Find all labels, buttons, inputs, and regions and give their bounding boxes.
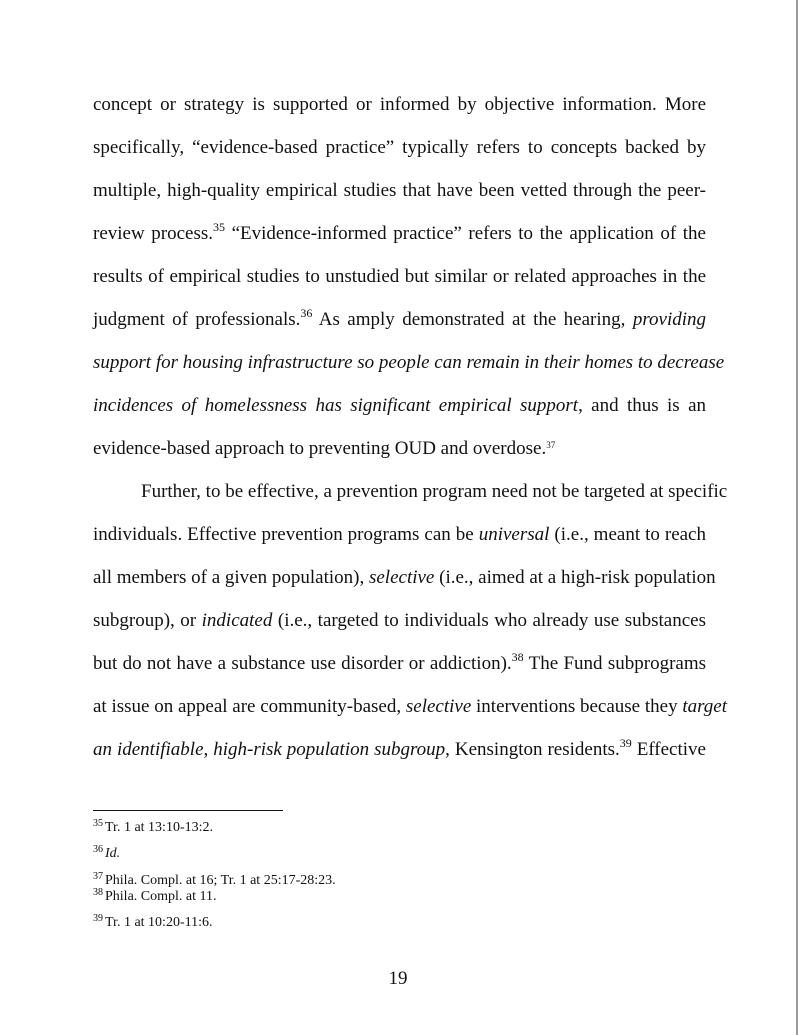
body-text: As amply demonstrated at the hearing,: [312, 309, 633, 330]
body-text: Effective: [631, 739, 706, 760]
body-line: [93, 524, 706, 546]
footnote-text: Tr. 1 at 10:20-11:6.: [105, 915, 213, 930]
body-text: interventions because they: [471, 696, 683, 717]
footnote: [93, 889, 216, 906]
italic-emphasis: target: [682, 696, 728, 717]
footnote-number: 35: [93, 818, 103, 829]
body-text: The Fund subprograms: [523, 653, 707, 674]
body-line: [93, 567, 716, 589]
body-text: subgroup), or: [93, 610, 202, 631]
italic-emphasis: incidences of homelessness has significant empirical support: [93, 395, 579, 416]
footnote-number: 38: [93, 887, 103, 898]
body-text: results of empirical studies to unstudied but similar or related approaches in the: [93, 266, 706, 287]
footnote-number: 36: [93, 844, 103, 855]
footnote-divider: [93, 810, 283, 811]
body-text: (i.e., meant to reach: [549, 524, 706, 545]
body-line: [93, 696, 728, 718]
body-text: Further, to be effective, a prevention program need not be targeted at specific: [141, 481, 728, 502]
italic-emphasis: selective: [405, 696, 472, 717]
body-text: but do not have a substance use disorder or addiction).: [93, 653, 512, 674]
footnote-text: Id.: [105, 846, 121, 861]
body-line: [93, 395, 706, 417]
footnote: [93, 915, 212, 932]
body-text: judgment of professionals.: [93, 309, 301, 330]
body-line: [93, 266, 706, 288]
body-text: “Evidence-informed practice” refers to the application of the: [225, 223, 706, 244]
body-line: [93, 438, 706, 462]
body-line: [93, 180, 706, 202]
body-text: (i.e., aimed at a high-risk population: [434, 567, 716, 588]
footnote-ref[interactable]: 35: [213, 220, 226, 234]
italic-emphasis: indicated: [201, 610, 273, 631]
body-text: at issue on appeal are community-based,: [93, 696, 406, 717]
body-text: evidence-based approach to preventing OUD and overdose.: [93, 438, 547, 459]
italic-emphasis: an identifiable, high-risk population subgroup: [93, 739, 446, 760]
footnote: [93, 820, 213, 837]
body-text: multiple, high-quality empirical studies that have been vetted through the peer-: [93, 180, 706, 201]
italic-emphasis: support for housing infrastructure so people can remain in their homes to decrease: [93, 352, 725, 373]
footnote-ref[interactable]: 36: [300, 306, 313, 320]
footnote-text: Phila. Compl. at 16; Tr. 1 at 25:17-28:23.: [105, 873, 336, 888]
body-text: , Kensington residents.: [445, 739, 620, 760]
body-text: , and thus is an: [578, 395, 706, 416]
footnote-number: 39: [93, 913, 103, 924]
italic-emphasis: selective: [368, 567, 435, 588]
italic-emphasis: providing: [632, 309, 707, 330]
body-text: concept or strategy is supported or informed by objective information. More: [93, 94, 706, 115]
page-number: 19: [388, 968, 408, 989]
body-line: [141, 481, 728, 503]
body-line: [93, 352, 725, 374]
body-text: individuals. Effective prevention programs can be: [93, 524, 479, 545]
body-text: all members of a given population),: [93, 567, 369, 588]
body-text: (i.e., targeted to individuals who already use substances: [272, 610, 706, 631]
footnote: [93, 873, 336, 890]
body-line: [93, 610, 706, 632]
footnote-ref[interactable]: 38: [511, 650, 524, 664]
body-line: [93, 220, 706, 246]
body-text: review process.: [93, 223, 214, 244]
body-text: specifically, “evidence-based practice” typically refers to concepts backed by: [93, 137, 706, 158]
body-line: [93, 306, 707, 332]
footnote-text: Phila. Compl. at 11.: [105, 889, 217, 904]
body-line: [93, 650, 707, 676]
footnote-text: Tr. 1 at 13:10-13:2.: [105, 820, 213, 835]
footnote: [93, 846, 120, 863]
body-line: [93, 94, 706, 116]
footnote-ref[interactable]: 37: [546, 440, 556, 450]
body-line: [93, 736, 706, 762]
italic-emphasis: universal: [478, 524, 550, 545]
footnote-number: 37: [93, 871, 103, 882]
footnote-ref[interactable]: 39: [619, 736, 632, 750]
body-line: [93, 137, 706, 159]
